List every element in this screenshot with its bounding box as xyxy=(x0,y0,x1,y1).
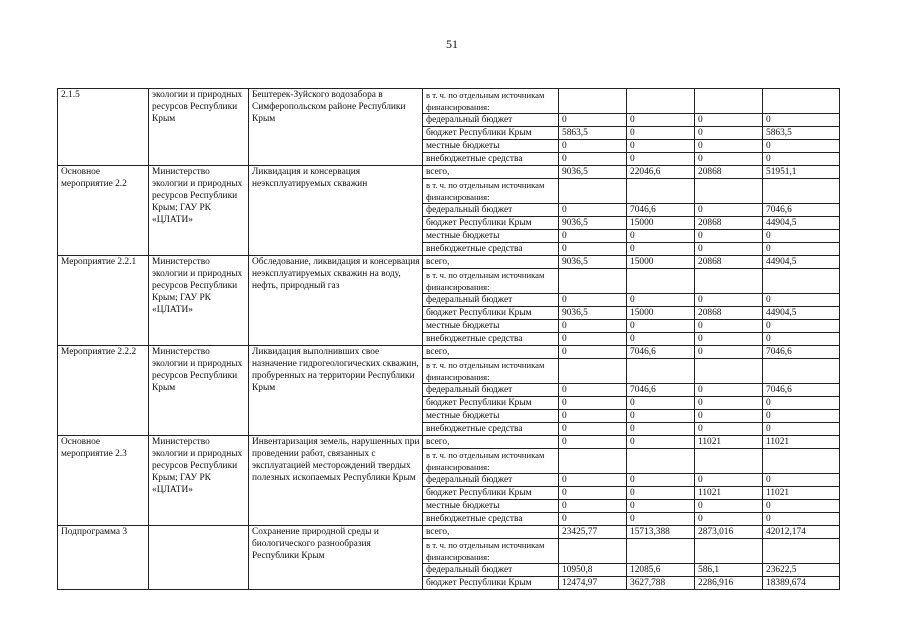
value-cell: 3627,788 xyxy=(627,577,695,590)
value-cell xyxy=(695,89,763,114)
funding-source: федеральный бюджет xyxy=(423,114,559,127)
table-row xyxy=(58,166,840,179)
activity-code: Основное мероприятие 2.3 xyxy=(58,436,149,526)
funding-source: всего, xyxy=(423,346,559,359)
value-cell: 15000 xyxy=(627,307,695,320)
funding-source: в т. ч. по отдельным источникам финансирования: xyxy=(423,539,559,564)
value-cell xyxy=(763,89,840,114)
value-cell: 7046,6 xyxy=(627,204,695,217)
value-cell: 0 xyxy=(559,243,627,256)
value-cell: 0 xyxy=(627,230,695,243)
value-cell: 0 xyxy=(695,397,763,410)
executor-cell: Министерство экологии и природных ресурсов Республики Крым; ГАУ РК «ЦЛАТИ» xyxy=(149,166,249,256)
funding-source: внебюджетные средства xyxy=(423,153,559,166)
value-cell: 5863,5 xyxy=(763,127,840,140)
value-cell: 0 xyxy=(695,140,763,153)
value-cell xyxy=(559,539,627,564)
value-cell xyxy=(695,539,763,564)
value-cell xyxy=(559,89,627,114)
value-cell: 44904,5 xyxy=(763,217,840,230)
executor-cell: Министерство экологии и природных ресурсов Республики Крым xyxy=(149,346,249,436)
value-cell: 0 xyxy=(627,333,695,346)
value-cell: 0 xyxy=(763,243,840,256)
value-cell: 0 xyxy=(763,294,840,307)
value-cell: 0 xyxy=(627,500,695,513)
value-cell xyxy=(627,539,695,564)
activity-code: 2.1.5 xyxy=(58,89,149,166)
value-cell: 0 xyxy=(763,410,840,423)
value-cell: 0 xyxy=(559,140,627,153)
value-cell: 0 xyxy=(695,294,763,307)
value-cell: 11021 xyxy=(695,436,763,449)
value-cell: 0 xyxy=(627,436,695,449)
value-cell: 0 xyxy=(627,243,695,256)
value-cell: 12474,97 xyxy=(559,577,627,590)
executor-cell: экологии и природных ресурсов Республики Крым xyxy=(149,89,249,166)
value-cell: 0 xyxy=(695,230,763,243)
table-row xyxy=(58,436,840,449)
value-cell: 0 xyxy=(763,320,840,333)
funding-source: бюджет Республики Крым xyxy=(423,217,559,230)
funding-source: бюджет Республики Крым xyxy=(423,397,559,410)
funding-source: в т. ч. по отдельным источникам финансирования: xyxy=(423,179,559,204)
table-row xyxy=(58,89,840,114)
value-cell: 0 xyxy=(559,513,627,526)
value-cell xyxy=(559,269,627,294)
value-cell: 20868 xyxy=(695,307,763,320)
executor-cell xyxy=(149,526,249,590)
value-cell: 0 xyxy=(763,513,840,526)
executor-cell: Министерство экологии и природных ресурсов Республики Крым; ГАУ РК «ЦЛАТИ» xyxy=(149,436,249,526)
value-cell: 0 xyxy=(559,153,627,166)
value-cell: 0 xyxy=(695,333,763,346)
value-cell: 0 xyxy=(559,487,627,500)
value-cell: 15713,388 xyxy=(627,526,695,539)
value-cell xyxy=(763,179,840,204)
value-cell: 20868 xyxy=(695,217,763,230)
activity-name: Инвентаризация земель, нарушенных при проведении работ, связанных с эксплуатацией месторождений твердых полезных ископаемых Республики Крым xyxy=(249,436,423,526)
value-cell xyxy=(763,269,840,294)
value-cell: 0 xyxy=(627,294,695,307)
value-cell xyxy=(627,269,695,294)
activity-code: Подпрограмма 3 xyxy=(58,526,149,590)
funding-source: бюджет Республики Крым xyxy=(423,127,559,140)
funding-source: в т. ч. по отдельным источникам финансирования: xyxy=(423,269,559,294)
value-cell: 0 xyxy=(559,474,627,487)
activity-code: Мероприятие 2.2.2 xyxy=(58,346,149,436)
value-cell: 0 xyxy=(763,500,840,513)
value-cell: 7046,6 xyxy=(763,384,840,397)
value-cell: 0 xyxy=(763,114,840,127)
funding-source: местные бюджеты xyxy=(423,410,559,423)
funding-source: федеральный бюджет xyxy=(423,564,559,577)
funding-source: внебюджетные средства xyxy=(423,423,559,436)
value-cell: 0 xyxy=(695,243,763,256)
value-cell: 0 xyxy=(627,397,695,410)
value-cell: 0 xyxy=(763,140,840,153)
value-cell: 0 xyxy=(695,320,763,333)
value-cell xyxy=(627,449,695,474)
funding-source: в т. ч. по отдельным источникам финансирования: xyxy=(423,89,559,114)
value-cell xyxy=(559,359,627,384)
activity-code: Основное мероприятие 2.2 xyxy=(58,166,149,256)
value-cell: 0 xyxy=(559,320,627,333)
value-cell: 0 xyxy=(763,230,840,243)
value-cell: 15000 xyxy=(627,217,695,230)
value-cell: 51951,1 xyxy=(763,166,840,179)
value-cell: 15000 xyxy=(627,256,695,269)
value-cell: 2286,916 xyxy=(695,577,763,590)
value-cell: 0 xyxy=(559,114,627,127)
value-cell xyxy=(763,359,840,384)
value-cell xyxy=(763,539,840,564)
value-cell: 0 xyxy=(559,500,627,513)
funding-source: федеральный бюджет xyxy=(423,474,559,487)
funding-source: федеральный бюджет xyxy=(423,204,559,217)
value-cell: 0 xyxy=(559,423,627,436)
value-cell: 0 xyxy=(627,487,695,500)
table-row xyxy=(58,346,840,359)
value-cell: 0 xyxy=(763,153,840,166)
funding-source: федеральный бюджет xyxy=(423,294,559,307)
value-cell: 0 xyxy=(627,153,695,166)
value-cell: 0 xyxy=(559,230,627,243)
value-cell: 0 xyxy=(695,114,763,127)
value-cell: 9036,5 xyxy=(559,217,627,230)
value-cell xyxy=(627,89,695,114)
value-cell: 0 xyxy=(695,127,763,140)
value-cell: 0 xyxy=(695,153,763,166)
value-cell: 44904,5 xyxy=(763,307,840,320)
value-cell: 0 xyxy=(627,410,695,423)
value-cell xyxy=(763,449,840,474)
value-cell: 7046,6 xyxy=(763,204,840,217)
value-cell: 586,1 xyxy=(695,564,763,577)
value-cell: 42012,174 xyxy=(763,526,840,539)
value-cell: 7046,6 xyxy=(627,384,695,397)
value-cell: 22046,6 xyxy=(627,166,695,179)
value-cell xyxy=(627,179,695,204)
value-cell xyxy=(559,179,627,204)
funding-source: бюджет Республики Крым xyxy=(423,307,559,320)
value-cell: 0 xyxy=(559,410,627,423)
funding-source: местные бюджеты xyxy=(423,230,559,243)
activity-name: Бештерек-Зуйского водозабора в Симферопольском районе Республики Крым xyxy=(249,89,423,166)
activity-name: Ликвидация выполнивших свое назначение гидрогеологических скважин, пробуренных на территории Республики Крым xyxy=(249,346,423,436)
funding-source: всего, xyxy=(423,436,559,449)
funding-source: внебюджетные средства xyxy=(423,513,559,526)
funding-source: всего, xyxy=(423,256,559,269)
value-cell: 0 xyxy=(627,114,695,127)
activity-code: Мероприятие 2.2.1 xyxy=(58,256,149,346)
value-cell: 0 xyxy=(695,500,763,513)
value-cell: 0 xyxy=(559,333,627,346)
value-cell: 9036,5 xyxy=(559,166,627,179)
value-cell: 0 xyxy=(627,140,695,153)
funding-source: в т. ч. по отдельным источникам финансирования: xyxy=(423,449,559,474)
value-cell: 0 xyxy=(559,397,627,410)
value-cell: 23622,5 xyxy=(763,564,840,577)
value-cell: 0 xyxy=(559,294,627,307)
budget-table xyxy=(57,88,840,590)
value-cell: 0 xyxy=(559,384,627,397)
value-cell: 0 xyxy=(763,397,840,410)
value-cell xyxy=(559,449,627,474)
value-cell: 0 xyxy=(627,127,695,140)
value-cell: 18389,674 xyxy=(763,577,840,590)
value-cell: 0 xyxy=(559,436,627,449)
value-cell: 0 xyxy=(627,423,695,436)
value-cell: 0 xyxy=(763,474,840,487)
value-cell: 0 xyxy=(695,513,763,526)
value-cell: 9036,5 xyxy=(559,307,627,320)
value-cell: 10950,8 xyxy=(559,564,627,577)
table-row xyxy=(58,526,840,539)
value-cell xyxy=(695,179,763,204)
value-cell: 0 xyxy=(763,423,840,436)
funding-source: бюджет Республики Крым xyxy=(423,577,559,590)
funding-source: федеральный бюджет xyxy=(423,384,559,397)
funding-source: в т. ч. по отдельным источникам финансирования: xyxy=(423,359,559,384)
value-cell: 11021 xyxy=(763,487,840,500)
value-cell: 23425,77 xyxy=(559,526,627,539)
value-cell: 20868 xyxy=(695,166,763,179)
value-cell xyxy=(695,449,763,474)
value-cell: 7046,6 xyxy=(763,346,840,359)
value-cell: 0 xyxy=(695,384,763,397)
funding-source: местные бюджеты xyxy=(423,320,559,333)
funding-source: бюджет Республики Крым xyxy=(423,487,559,500)
value-cell xyxy=(627,359,695,384)
activity-name: Сохранение природной среды и биологического разнообразия Республики Крым xyxy=(249,526,423,590)
value-cell: 2873,016 xyxy=(695,526,763,539)
funding-source: всего, xyxy=(423,526,559,539)
value-cell: 0 xyxy=(695,474,763,487)
value-cell: 7046,6 xyxy=(627,346,695,359)
value-cell: 0 xyxy=(627,513,695,526)
funding-source: всего, xyxy=(423,166,559,179)
value-cell: 20868 xyxy=(695,256,763,269)
activity-name: Обследование, ликвидация и консервация неэксплуатируемых скважин на воду, нефть, природный газ xyxy=(249,256,423,346)
value-cell: 0 xyxy=(695,204,763,217)
value-cell: 0 xyxy=(695,410,763,423)
value-cell: 0 xyxy=(559,204,627,217)
value-cell: 0 xyxy=(627,474,695,487)
value-cell: 0 xyxy=(559,346,627,359)
value-cell: 0 xyxy=(695,423,763,436)
value-cell: 44904,5 xyxy=(763,256,840,269)
executor-cell: Министерство экологии и природных ресурсов Республики Крым; ГАУ РК «ЦЛАТИ» xyxy=(149,256,249,346)
funding-source: местные бюджеты xyxy=(423,500,559,513)
funding-source: внебюджетные средства xyxy=(423,243,559,256)
table-row xyxy=(58,256,840,269)
value-cell xyxy=(695,269,763,294)
funding-source: местные бюджеты xyxy=(423,140,559,153)
funding-source: внебюджетные средства xyxy=(423,333,559,346)
activity-name: Ликвидация и консервация неэксплуатируемых скважин xyxy=(249,166,423,256)
value-cell: 0 xyxy=(627,320,695,333)
value-cell: 9036,5 xyxy=(559,256,627,269)
value-cell: 11021 xyxy=(695,487,763,500)
page-number: 51 xyxy=(446,37,458,51)
value-cell: 0 xyxy=(763,333,840,346)
value-cell: 12085,6 xyxy=(627,564,695,577)
value-cell: 5863,5 xyxy=(559,127,627,140)
value-cell: 11021 xyxy=(763,436,840,449)
value-cell xyxy=(695,359,763,384)
value-cell: 0 xyxy=(695,346,763,359)
